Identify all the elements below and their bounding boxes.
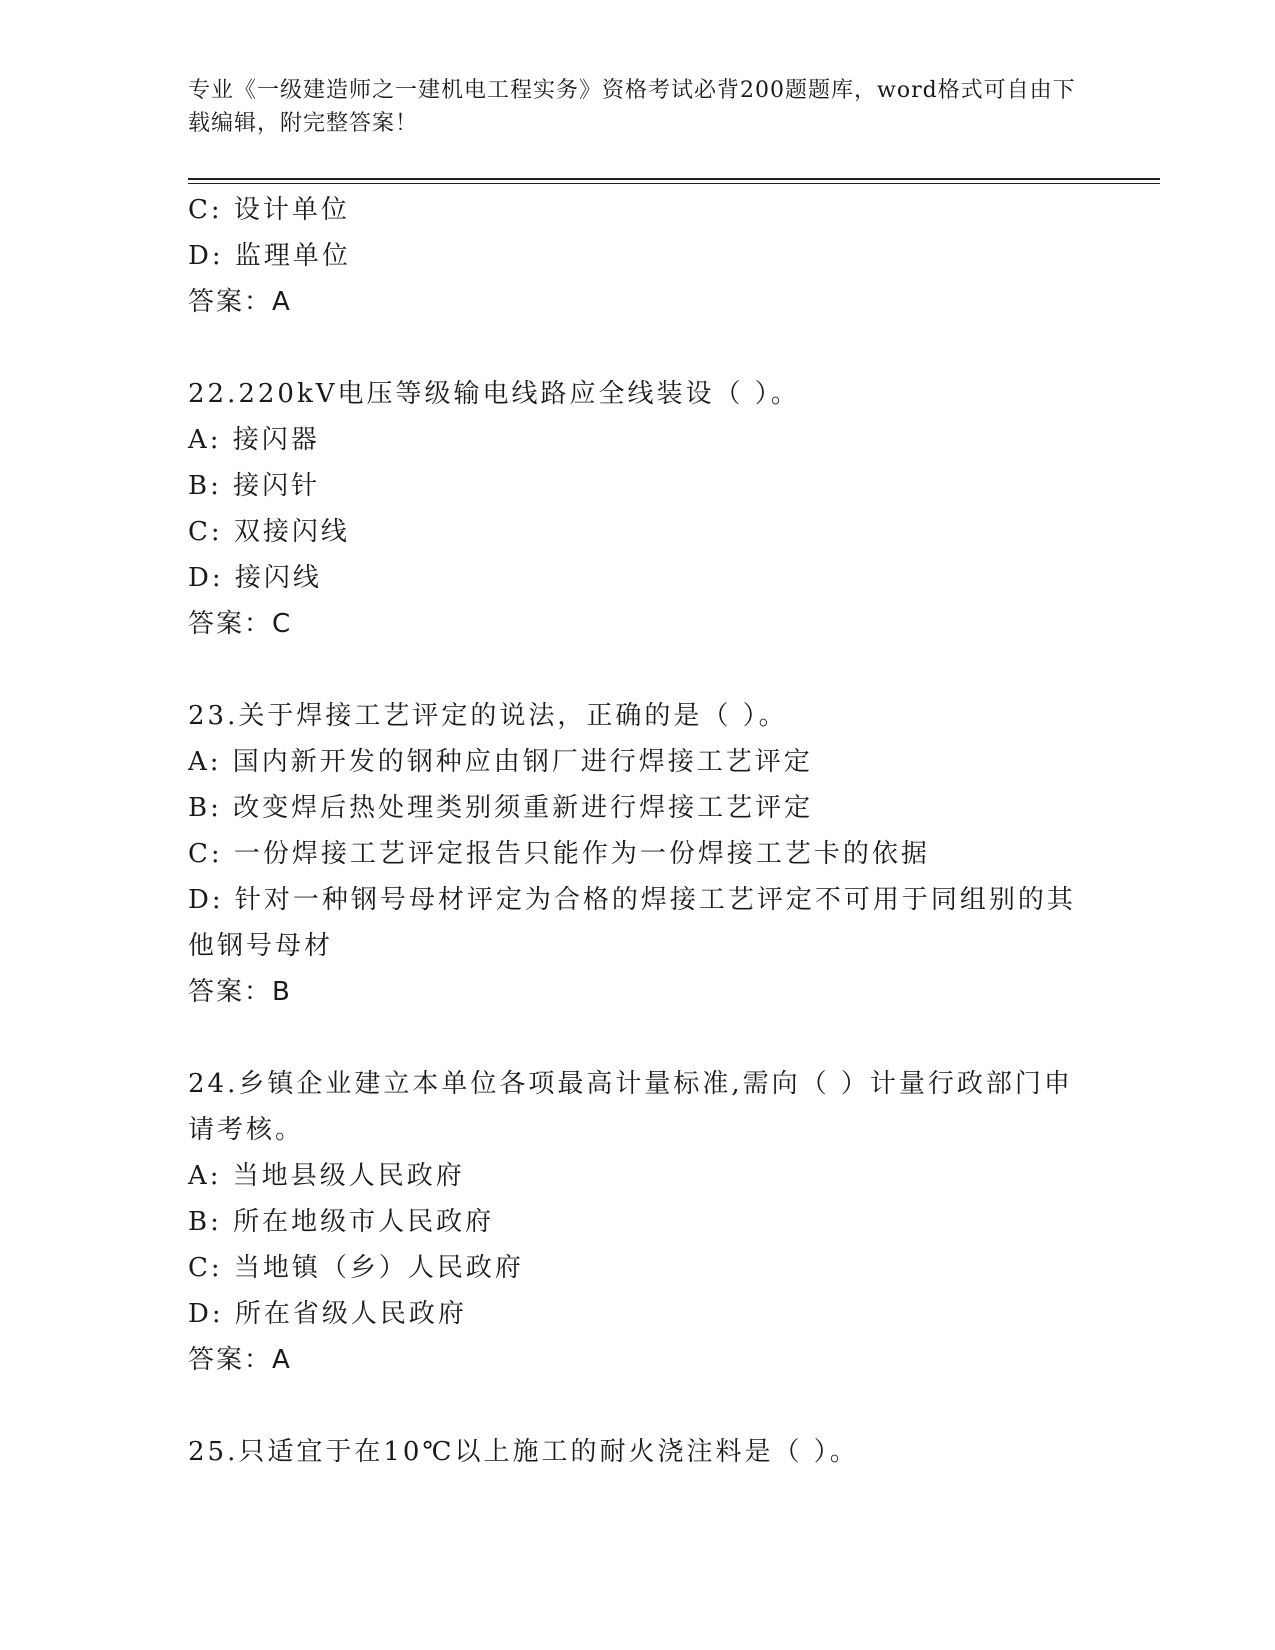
spacer [188,325,1088,371]
document-header: 专业《一级建造师之一建机电工程实务》资格考试必背200题题库，word格式可自由下载编辑，附完整答案！ [188,78,1076,136]
answer: 答案：A [188,1345,292,1375]
question-stem: 22.220kV电压等级输电线路应全线装设（ ）。 [188,379,800,409]
option-b: B: 接闪针 [188,471,321,501]
option-c: C: 设计单位 [188,195,350,225]
question-block-21 [188,187,1088,325]
header-rule-thick [188,178,1160,180]
option-a: A: 接闪器 [188,425,320,455]
option-c: C: 当地镇（乡）人民政府 [188,1253,524,1283]
option-b: B: 所在地级市人民政府 [188,1207,495,1237]
header-rule-thin [188,183,1160,184]
spacer [188,1383,1088,1429]
question-stem: 23.关于焊接工艺评定的说法，正确的是（ ）。 [188,701,788,731]
question-list [188,187,1088,1475]
option-a: A: 当地县级人民政府 [188,1161,465,1191]
answer: 答案：C [188,609,293,639]
question-block-23 [188,693,1088,1015]
question-block-22 [188,371,1088,647]
spacer [188,1015,1088,1061]
option-c: C: 一份焊接工艺评定报告只能作为一份焊接工艺卡的依据 [188,839,930,869]
option-d: D: 监理单位 [188,241,351,271]
question-stem: 24.乡镇企业建立本单位各项最高计量标准,需向（ ）计量行政部门申请考核。 [188,1069,1073,1145]
question-block-25 [188,1429,1088,1475]
option-b: B: 改变焊后热处理类别须重新进行焊接工艺评定 [188,793,814,823]
option-c: C: 双接闪线 [188,517,350,547]
option-d: D: 所在省级人民政府 [188,1299,467,1329]
question-block-24 [188,1061,1088,1383]
spacer [188,647,1088,693]
answer: 答案：B [188,977,292,1007]
option-d: D: 针对一种钢号母材评定为合格的焊接工艺评定不可用于同组别的其他钢号母材 [188,885,1076,961]
question-stem: 25.只适宜于在10℃以上施工的耐火浇注料是（ ）。 [188,1437,859,1467]
option-a: A: 国内新开发的钢种应由钢厂进行焊接工艺评定 [188,747,813,777]
option-d: D: 接闪线 [188,563,322,593]
answer: 答案：A [188,287,292,317]
